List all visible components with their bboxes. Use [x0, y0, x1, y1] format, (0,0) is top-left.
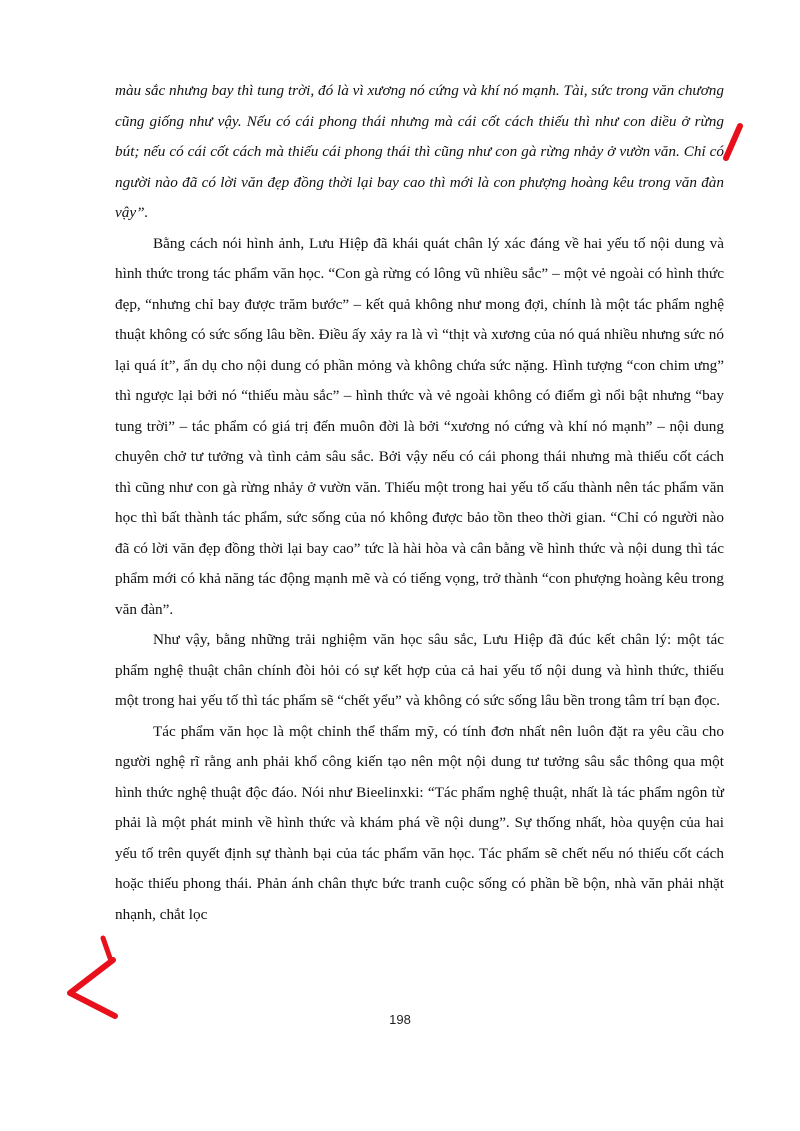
body-paragraph-2: Như vậy, bằng những trải nghiệm văn học sâu sắc, Lưu Hiệp đã đúc kết chân lý: một tác phẩm nghệ thuật chân chính đòi hỏi có sự kết hợp của cả hai yếu tố nội dung và hình thức, thiếu một trong hai yếu tố thì tác phẩm sẽ “chết yểu” và không có sức sống lâu bền trong tâm trí bạn đọc. — [115, 631, 724, 709]
page-number: 198 — [389, 1012, 411, 1027]
red-corner-mark — [70, 960, 115, 1016]
red-slash-mark-mid — [103, 938, 110, 958]
red-slash-mark-top — [726, 126, 740, 158]
page-body — [115, 76, 724, 930]
body-paragraph-3: Tác phẩm văn học là một chỉnh thể thẩm mỹ, có tính đơn nhất nên luôn đặt ra yêu cầu cho người nghệ rĩ rằng anh phải khổ công kiến tạo nên một nội dung tư tưởng sâu sắc thông qua một hình thức nghệ thuật độc đáo. Nói như Bieelinxki: “Tác phẩm nghệ thuật, nhất là tác phẩm ngôn từ phải là một phát minh về hình thức và khám phá về nội dung”. Sự thống nhất, hòa quyện của hai yếu tố trên quyết định sự thành bại của tác phẩm văn học. Tác phẩm sẽ chết nếu nó thiếu cốt cách hoặc thiếu phong thái. Phản ánh chân thực bức tranh cuộc sống có phần bề bộn, nhà văn phải nhặt nhạnh, chắt lọc — [115, 722, 724, 923]
body-paragraph-1: Bằng cách nói hình ảnh, Lưu Hiệp đã khái quát chân lý xác đáng về hai yếu tố nội dung và hình thức trong tác phẩm văn học. “Con gà rừng có lông vũ nhiều sắc” – một vẻ ngoài có hình thức đẹp, “nhưng chỉ bay được trăm bước” – kết quả không như mong đợi, chính là một tác phẩm nghệ thuật không có sức sống lâu bền. Điều ấy xảy ra là vì “thịt và xương của nó quá nhiều nhưng sức nó lại quá ít”, ẩn dụ cho nội dung có phần mỏng và không chứa sức nặng. Hình tượng “con chim ưng” thì ngược lại bởi nó “thiếu màu sắc” – hình thức và vẻ ngoài không có điểm gì nổi bật nhưng “bay tung trời” – tác phẩm có giá trị đến muôn đời là bởi “xương nó cứng và khí nó mạnh” – nội dung chuyên chở tư tưởng và tình cảm sâu sắc. Bởi vậy nếu có cái phong thái nhưng mà thiếu cốt cách thì cũng như con gà rừng nhảy ở vườn văn. Thiếu một trong hai yếu tố cấu thành nên tác phẩm văn học thì bất thành tác phẩm, sức sống của nó không được bảo tồn theo thời gian. “Chỉ có người nào đã có lời văn đẹp đồng thời lại bay cao” tức là hài hòa và cân bằng về hình thức và nội dung thì tác phẩm mới có khả năng tác động mạnh mẽ và có tiếng vọng, trở thành “con phượng hoàng kêu trong văn đàn”. — [115, 234, 724, 618]
quote-paragraph: màu sắc nhưng bay thì tung trời, đó là vì xương nó cứng và khí nó mạnh. Tài, sức trong văn chương cũng giống như vậy. Nếu có cái phong thái nhưng mà cái cốt cách thiếu thì như con diều ở rừng bút; nếu có cái cốt cách mà thiếu cái phong thái thì cũng như con gà rừng nhảy ở vườn văn. Chỉ có người nào đã có lời văn đẹp đồng thời lại bay cao thì mới là con phượng hoàng kêu trong văn đàn vậy”. — [115, 82, 724, 221]
